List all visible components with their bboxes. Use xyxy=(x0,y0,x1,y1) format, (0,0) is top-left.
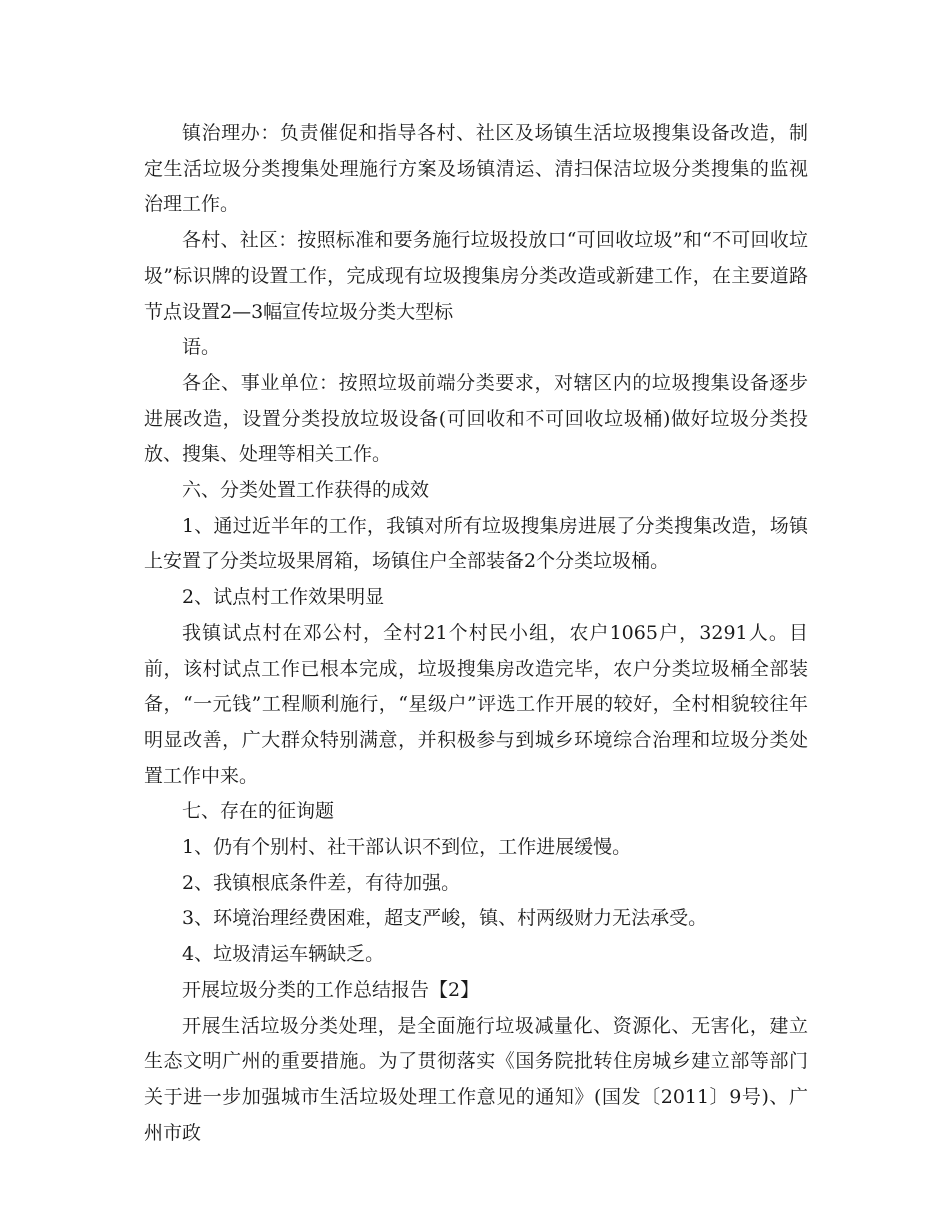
section-heading-results: 六、分类处置工作获得的成效 xyxy=(182,479,430,502)
paragraph-villages-continued: 语。 xyxy=(182,336,221,359)
paragraph-result-2-heading: 2、试点村工作效果明显 xyxy=(182,586,385,609)
paragraph-problem-4: 4、垃圾清运车辆缺乏。 xyxy=(182,943,385,966)
paragraph-report-2-intro: 开展生活垃圾分类处理，是全面施行垃圾减量化、资源化、无害化，建立生态文明广州的重要措施。为了贯彻落实《国务院批转住房城乡建立部等部门关于进一步加强城市生活垃圾处理工作意见的通知》(国发〔2011〕9号)、广州市政 xyxy=(144,1014,808,1144)
paragraph-problem-2: 2、我镇根底条件差，有待加强。 xyxy=(182,871,461,894)
paragraph-enterprises: 各企、事业单位：按照垃圾前端分类要求，对辖区内的垃圾搜集设备逐步进展改造，设置分类投放垃圾设备(可回收和不可回收垃圾桶)做好垃圾分类投放、搜集、处理等相关工作。 xyxy=(144,371,808,466)
paragraph-result-1: 1、通过近半年的工作，我镇对所有垃圾搜集房进展了分类搜集改造，场镇上安置了分类垃圾果屑箱，场镇住户全部装备2个分类垃圾桶。 xyxy=(144,514,808,573)
section-heading-problems: 七、存在的征询题 xyxy=(182,800,335,823)
paragraph-town-office: 镇治理办：负责催促和指导各村、社区及场镇生活垃圾搜集设备改造，制定生活垃圾分类搜集处理施行方案及场镇清运、清扫保洁垃圾分类搜集的监视治理工作。 xyxy=(144,122,808,216)
paragraph-problem-3: 3、环境治理经费困难，超支严峻，镇、村两级财力无法承受。 xyxy=(182,907,708,930)
paragraph-pilot-village: 我镇试点村在邓公村，全村21个村民小组，农户1065户，3291人。目前，该村试点工作已根本完成，垃圾搜集房改造完毕，农户分类垃圾桶全部装备，“一元钱”工程顺利施行，“星级户”评选工作开展的较好，全村相貌较往年明显改善，广大群众特别满意，并积极参与到城乡环境综合治理和垃圾分类处置工作中来。 xyxy=(144,621,808,787)
document-body xyxy=(144,116,808,1151)
paragraph-villages: 各村、社区：按照标准和要务施行垃圾投放口“可回收垃圾”和“不可回收垃圾”标识牌的设置工作，完成现有垃圾搜集房分类改造或新建工作，在主要道路节点设置2—3幅宣传垃圾分类大型标 xyxy=(144,229,808,323)
report-title-2: 开展垃圾分类的工作总结报告【2】 xyxy=(182,978,480,1001)
paragraph-problem-1: 1、仍有个别村、社干部认识不到位，工作进展缓慢。 xyxy=(182,836,632,859)
